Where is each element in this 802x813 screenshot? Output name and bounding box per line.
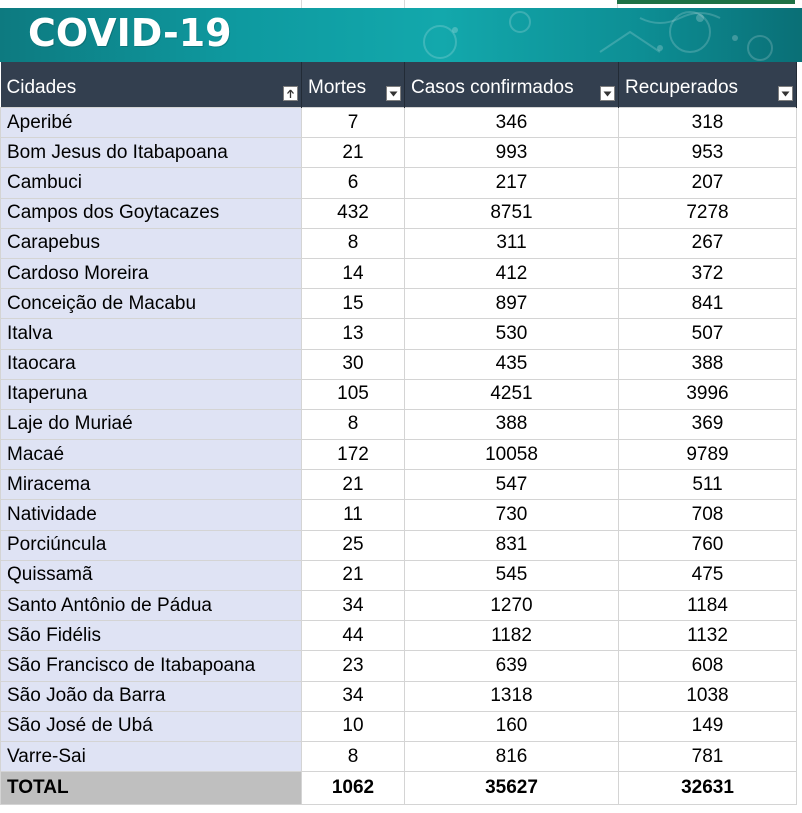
confirmed-cell[interactable]: 547 <box>405 470 619 500</box>
recovered-cell[interactable]: 318 <box>619 108 797 138</box>
city-cell[interactable]: Aperibé <box>1 108 302 138</box>
confirmed-cell[interactable]: 8751 <box>405 198 619 228</box>
recovered-cell[interactable]: 207 <box>619 168 797 198</box>
table-row <box>1 228 797 258</box>
table-row <box>1 711 797 741</box>
confirmed-cell[interactable]: 730 <box>405 500 619 530</box>
covid-banner <box>0 8 802 62</box>
deaths-cell[interactable]: 25 <box>302 530 405 560</box>
total-row <box>1 772 797 805</box>
deaths-cell[interactable]: 8 <box>302 228 405 258</box>
recovered-cell[interactable]: 511 <box>619 470 797 500</box>
table-row <box>1 500 797 530</box>
city-cell[interactable]: Itaocara <box>1 349 302 379</box>
city-cell[interactable]: Porciúncula <box>1 530 302 560</box>
deaths-cell[interactable]: 34 <box>302 681 405 711</box>
city-cell[interactable]: São João da Barra <box>1 681 302 711</box>
table-row <box>1 530 797 560</box>
total-label-cell[interactable]: TOTAL <box>1 772 302 805</box>
recovered-cell[interactable]: 9789 <box>619 440 797 470</box>
deaths-cell[interactable]: 21 <box>302 560 405 590</box>
deaths-cell[interactable]: 15 <box>302 289 405 319</box>
confirmed-cell[interactable]: 10058 <box>405 440 619 470</box>
confirmed-cell[interactable]: 530 <box>405 319 619 349</box>
city-cell[interactable]: Varre-Sai <box>1 741 302 771</box>
table-row <box>1 651 797 681</box>
deaths-cell[interactable]: 13 <box>302 319 405 349</box>
city-cell[interactable]: São José de Ubá <box>1 711 302 741</box>
city-cell[interactable]: Itaperuna <box>1 379 302 409</box>
deaths-cell[interactable]: 14 <box>302 258 405 288</box>
confirmed-cell[interactable]: 545 <box>405 560 619 590</box>
column-header-mortes <box>302 62 405 108</box>
recovered-cell[interactable]: 388 <box>619 349 797 379</box>
confirmed-cell[interactable]: 831 <box>405 530 619 560</box>
deaths-cell[interactable]: 23 <box>302 651 405 681</box>
recovered-cell[interactable]: 1038 <box>619 681 797 711</box>
table-row <box>1 440 797 470</box>
total-confirmed-cell[interactable]: 35627 <box>405 772 619 805</box>
city-cell[interactable]: São Francisco de Itabapoana <box>1 651 302 681</box>
city-cell[interactable]: Quissamã <box>1 560 302 590</box>
city-cell[interactable]: Cambuci <box>1 168 302 198</box>
confirmed-cell[interactable]: 993 <box>405 138 619 168</box>
confirmed-cell[interactable]: 388 <box>405 409 619 439</box>
deaths-cell[interactable]: 105 <box>302 379 405 409</box>
table-row <box>1 560 797 590</box>
city-cell[interactable]: Cardoso Moreira <box>1 258 302 288</box>
city-cell[interactable]: Macaé <box>1 440 302 470</box>
city-cell[interactable]: Laje do Muriaé <box>1 409 302 439</box>
filter-dropdown-icon[interactable] <box>778 86 793 101</box>
city-cell[interactable]: Carapebus <box>1 228 302 258</box>
confirmed-cell[interactable]: 346 <box>405 108 619 138</box>
city-cell[interactable]: Natividade <box>1 500 302 530</box>
city-cell[interactable]: Conceição de Macabu <box>1 289 302 319</box>
column-header-label: Mortes <box>308 76 367 98</box>
column-header-cidades <box>1 62 302 108</box>
confirmed-cell[interactable]: 1318 <box>405 681 619 711</box>
recovered-cell[interactable]: 507 <box>619 319 797 349</box>
recovered-cell[interactable]: 760 <box>619 530 797 560</box>
table-row <box>1 319 797 349</box>
column-header-label: Casos confirmados <box>411 76 574 98</box>
deaths-cell[interactable]: 6 <box>302 168 405 198</box>
table-row <box>1 621 797 651</box>
recovered-cell[interactable]: 3996 <box>619 379 797 409</box>
table-row <box>1 108 797 138</box>
deaths-cell[interactable]: 172 <box>302 440 405 470</box>
cell-selection-border <box>617 0 795 4</box>
table-row <box>1 198 797 228</box>
deaths-cell[interactable]: 8 <box>302 409 405 439</box>
confirmed-cell[interactable]: 435 <box>405 349 619 379</box>
covid-data-table <box>0 62 797 805</box>
table-row <box>1 289 797 319</box>
table-row <box>1 379 797 409</box>
column-header-label: Cidades <box>6 76 77 98</box>
deaths-cell[interactable]: 21 <box>302 470 405 500</box>
confirmed-cell[interactable]: 1182 <box>405 621 619 651</box>
recovered-cell[interactable]: 475 <box>619 560 797 590</box>
sort-ascending-icon[interactable] <box>283 86 298 101</box>
recovered-cell[interactable]: 372 <box>619 258 797 288</box>
table-row <box>1 168 797 198</box>
city-cell[interactable]: Bom Jesus do Itabapoana <box>1 138 302 168</box>
recovered-cell[interactable]: 781 <box>619 741 797 771</box>
city-cell[interactable]: Campos dos Goytacazes <box>1 198 302 228</box>
column-header-recuperados <box>619 62 797 108</box>
recovered-cell[interactable]: 149 <box>619 711 797 741</box>
column-header-label: Recuperados <box>625 76 739 98</box>
table-body <box>1 108 797 772</box>
recovered-cell[interactable]: 1184 <box>619 591 797 621</box>
table-row <box>1 741 797 771</box>
confirmed-cell[interactable]: 897 <box>405 289 619 319</box>
deaths-cell[interactable]: 432 <box>302 198 405 228</box>
deaths-cell[interactable]: 8 <box>302 741 405 771</box>
confirmed-cell[interactable]: 816 <box>405 741 619 771</box>
recovered-cell[interactable]: 369 <box>619 409 797 439</box>
table-row <box>1 470 797 500</box>
confirmed-cell[interactable]: 1270 <box>405 591 619 621</box>
deaths-cell[interactable]: 21 <box>302 138 405 168</box>
recovered-cell[interactable]: 267 <box>619 228 797 258</box>
confirmed-cell[interactable]: 311 <box>405 228 619 258</box>
recovered-cell[interactable]: 953 <box>619 138 797 168</box>
confirmed-cell[interactable]: 4251 <box>405 379 619 409</box>
deaths-cell[interactable]: 34 <box>302 591 405 621</box>
table-row <box>1 349 797 379</box>
table-row <box>1 138 797 168</box>
banner-title: COVID-19 <box>28 11 232 55</box>
header-row <box>1 62 797 108</box>
table-row <box>1 409 797 439</box>
city-cell[interactable]: São Fidélis <box>1 621 302 651</box>
deaths-cell[interactable]: 30 <box>302 349 405 379</box>
recovered-cell[interactable]: 7278 <box>619 198 797 228</box>
city-cell[interactable]: Miracema <box>1 470 302 500</box>
recovered-cell[interactable]: 708 <box>619 500 797 530</box>
confirmed-cell[interactable]: 412 <box>405 258 619 288</box>
confirmed-cell[interactable]: 217 <box>405 168 619 198</box>
filter-dropdown-icon[interactable] <box>386 86 401 101</box>
city-cell[interactable]: Santo Antônio de Pádua <box>1 591 302 621</box>
city-cell[interactable]: Italva <box>1 319 302 349</box>
recovered-cell[interactable]: 1132 <box>619 621 797 651</box>
total-recovered-cell[interactable]: 32631 <box>619 772 797 805</box>
deaths-cell[interactable]: 11 <box>302 500 405 530</box>
column-header-casos-confirmados <box>405 62 619 108</box>
deaths-cell[interactable]: 7 <box>302 108 405 138</box>
deaths-cell[interactable]: 44 <box>302 621 405 651</box>
table-row <box>1 591 797 621</box>
deaths-cell[interactable]: 10 <box>302 711 405 741</box>
confirmed-cell[interactable]: 160 <box>405 711 619 741</box>
total-deaths-cell[interactable]: 1062 <box>302 772 405 805</box>
table-row <box>1 258 797 288</box>
confirmed-cell[interactable]: 639 <box>405 651 619 681</box>
filter-dropdown-icon[interactable] <box>600 86 615 101</box>
recovered-cell[interactable]: 841 <box>619 289 797 319</box>
recovered-cell[interactable]: 608 <box>619 651 797 681</box>
table-row <box>1 681 797 711</box>
